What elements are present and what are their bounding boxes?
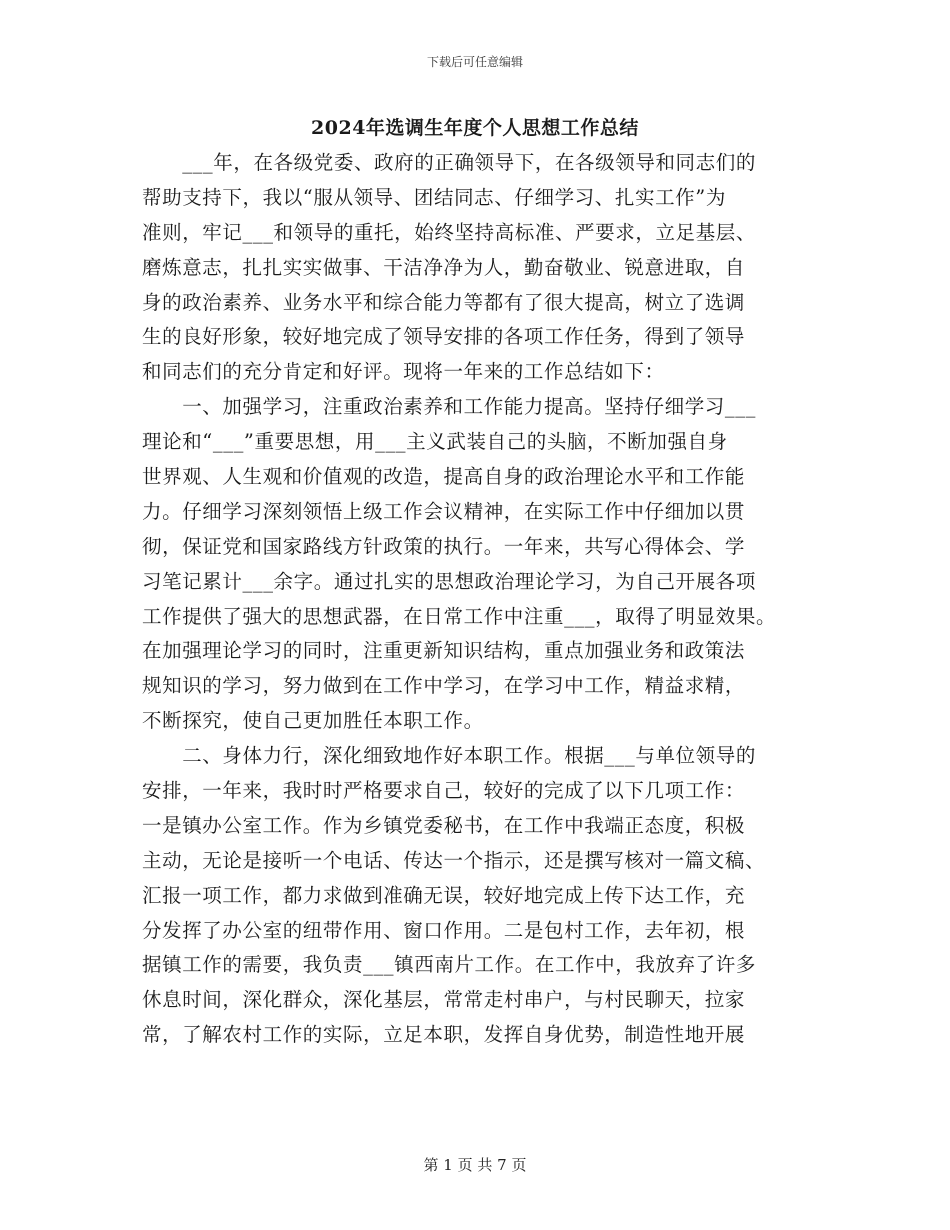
- body-text-line: 生的良好形象，较好地完成了领导安排的各项工作任务，得到了领导: [142, 325, 746, 349]
- body-text-line: 磨炼意志，扎扎实实做事、干洁净净为人，勤奋敬业、锐意进取，自: [142, 255, 746, 279]
- body-text-line: 主动，无论是接听一个电话、传达一个指示，还是撰写核对一篇文稿、: [142, 848, 766, 872]
- document-body: [142, 146, 822, 1053]
- body-text-line: 规知识的学习，努力做到在工作中学习，在学习中工作，精益求精，: [142, 674, 746, 698]
- body-text-line: 分发挥了办公室的纽带作用、窗口作用。二是包村工作，去年初，根: [142, 918, 746, 942]
- body-text-line: 习笔记累计___余字。通过扎实的思想政治理论学习，为自己开展各项: [142, 569, 756, 593]
- body-text-line: 准则，牢记___和领导的重托，始终坚持高标准、严要求，立足基层、: [142, 220, 756, 244]
- document-title: 2024年选调生年度个人思想工作总结: [311, 117, 639, 139]
- body-text-line: 帮助支持下，我以“服从领导、团结同志、仔细学习、扎实工作”为: [142, 185, 726, 209]
- body-text-line: 在加强理论学习的同时，注重更新知识结构，重点加强业务和政策法: [142, 639, 746, 663]
- body-text-line: 力。仔细学习深刻领悟上级工作会议精神，在实际工作中仔细加以贯: [142, 499, 746, 523]
- body-text-line: 工作提供了强大的思想武器，在日常工作中注重___，取得了明显效果。: [142, 604, 777, 628]
- body-text-line: 常，了解农村工作的实际，立足本职，发挥自身优势，制造性地开展: [142, 1023, 746, 1047]
- body-text-line: ___年，在各级党委、政府的正确领导下，在各级领导和同志们的: [142, 151, 756, 174]
- body-text-line: 和同志们的充分肯定和好评。现将一年来的工作总结如下：: [142, 360, 665, 384]
- body-text-line: 彻，保证党和国家路线方针政策的执行。一年来，共写心得体会、学: [142, 534, 746, 558]
- page-footer: 第 1 页 共 7 页: [423, 1156, 527, 1174]
- body-text-line: 汇报一项工作，都力求做到准确无误，较好地完成上传下达工作，充: [142, 883, 746, 907]
- body-text-line: 据镇工作的需要，我负责___镇西南片工作。在工作中，我放弃了许多: [142, 953, 756, 977]
- page-header-note: 下载后可任意编辑: [426, 55, 523, 69]
- body-text-line: 休息时间，深化群众，深化基层，常常走村串户，与村民聊天，拉家: [142, 988, 746, 1012]
- body-text-line: 不断探究，使自己更加胜任本职工作。: [142, 709, 484, 733]
- body-text-line: 安排，一年来，我时时严格要求自己，较好的完成了以下几项工作：: [142, 779, 746, 803]
- body-text-line: 一、加强学习，注重政治素养和工作能力提高。坚持仔细学习___: [142, 395, 756, 419]
- body-text-line: 世界观、人生观和价值观的改造，提高自身的政治理论水平和工作能: [142, 465, 746, 489]
- body-text-line: 二、身体力行，深化细致地作好本职工作。根据___与单位领导的: [142, 744, 756, 768]
- body-text-line: 一是镇办公室工作。作为乡镇党委秘书，在工作中我端正态度，积极: [142, 813, 746, 837]
- body-text-line: 理论和“___”重要思想，用___主义武装自己的头脑，不断加强自身: [142, 430, 728, 454]
- body-text-line: 身的政治素养、业务水平和综合能力等都有了很大提高，树立了选调: [142, 290, 746, 314]
